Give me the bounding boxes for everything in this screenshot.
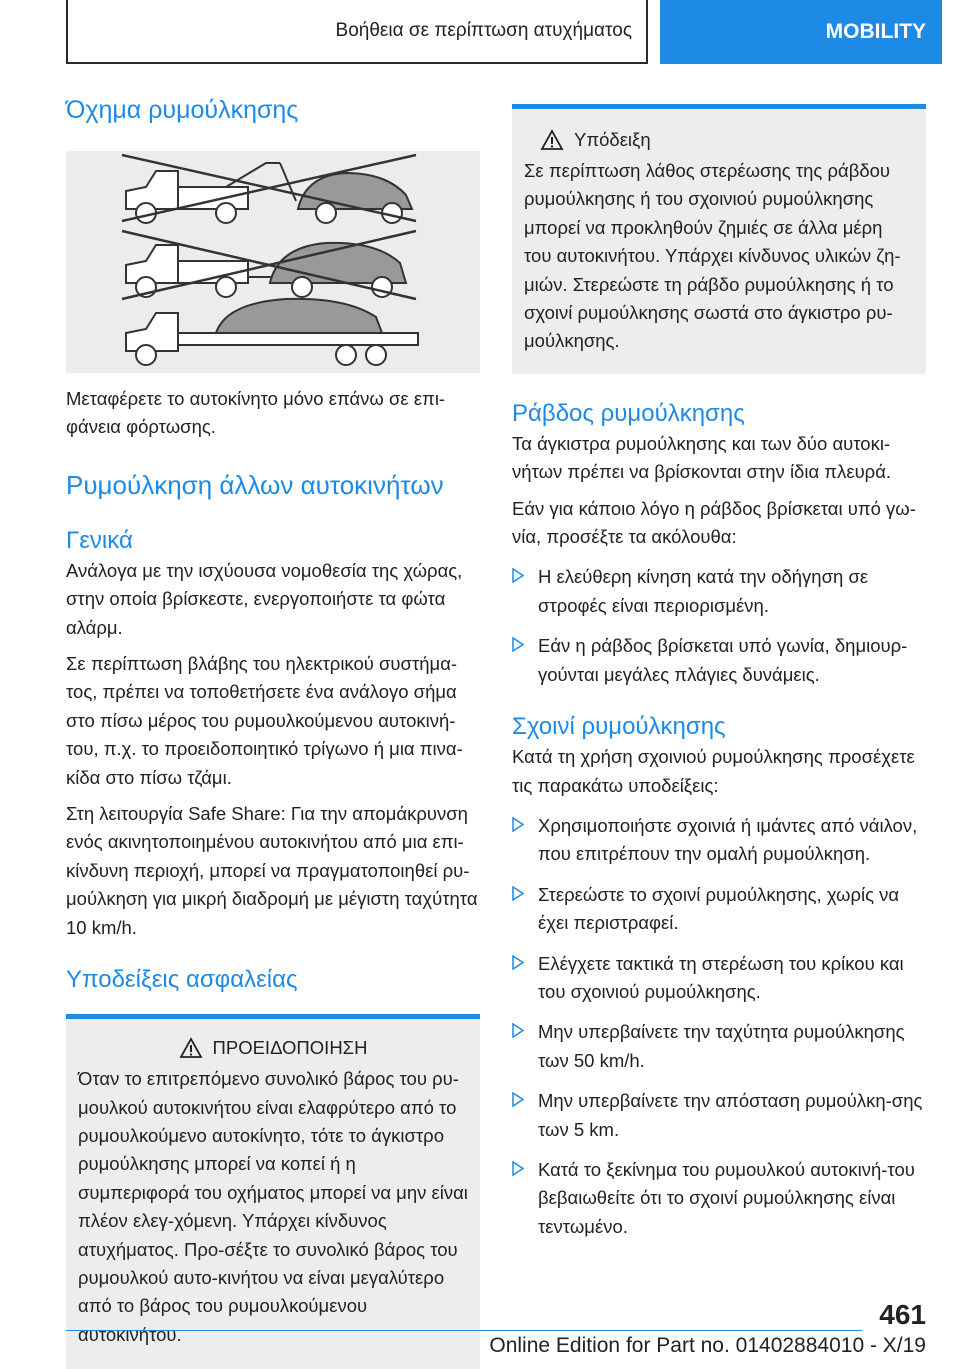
general-paragraph-2: Σε περίπτωση βλάβης του ηλεκτρικού συστήμα-τος, πρέπει να τοποθετήσετε ένα ανάλογο σήμα στο πίσω μέρος του ρυμουλκούμενου αυτοκινή-του, π.χ. το προειδοποιητικό τρίγωνο ή μια πινα-κίδα στο πίσω τζάμι. <box>66 653 463 788</box>
mobility-tab[interactable] <box>660 0 942 64</box>
warning-triangle-icon <box>179 1037 203 1059</box>
list-item: Η ελεύθερη κίνηση κατά την οδήγηση σε στροφές είναι περιορισμένη. <box>512 563 926 620</box>
edition-note: Online Edition for Part no. 01402884010 - X/19 <box>489 1334 926 1357</box>
list-item: Μην υπερβαίνετε την ταχύτητα ρυμούλκησης των 50 km/h. <box>512 1018 926 1075</box>
heading-towing-other-cars: Ρυμούλκηση άλλων αυτοκινήτων <box>66 469 444 500</box>
illustration-caption: Μεταφέρετε το αυτοκίνητο μόνο επάνω σε επι- φάνεια φόρτωσης. <box>66 388 446 438</box>
note-box <box>512 104 926 374</box>
list-item: Ελέγχετε τακτικά τη στερέωση του κρίκου και του σχοινιού ρυμούλκησης. <box>512 950 926 1007</box>
heading-tow-bar: Ράβδος ρυμούλκησης <box>512 399 745 427</box>
triangle-bullet-icon <box>512 637 524 652</box>
triangle-bullet-icon <box>512 817 524 832</box>
general-paragraph-3: Στη λειτουργία Safe Share: Για την απομάκρυνση ενός ακινητοποιημένου αυτοκινήτου από μια επι-κίνδυνη περιοχή, μπορεί να πραγματοποιηθεί ρυ-μούλκηση για μικρή διαδρομή με μέγιστη ταχύτητα 10 km/h. <box>66 803 478 938</box>
general-paragraph-1: Ανάλογα με την ισχύουσα νομοθεσία της χώρας, στην οποία βρίσκεστε, ενεργοποιήστε τα φώτα αλάρμ. <box>66 559 463 638</box>
tow-bar-list <box>512 563 926 689</box>
heading-tow-vehicle: Όχημα ρυμούλκησης <box>66 96 299 124</box>
towing-illustration <box>66 151 480 373</box>
mobility-tab-label: MOBILITY <box>825 20 926 43</box>
tow-rope-list <box>512 812 926 1241</box>
chapter-title-text: Βοήθεια σε περίπτωση ατυχήματος <box>335 20 632 41</box>
heading-general: Γενικά <box>66 526 133 554</box>
triangle-bullet-icon <box>512 1023 524 1038</box>
list-item: Στερεώστε το σχοινί ρυμούλκησης, χωρίς να έχει περιστραφεί. <box>512 881 926 938</box>
list-item: Μην υπερβαίνετε την απόσταση ρυμούλκη-σης των 5 km. <box>512 1087 926 1144</box>
triangle-bullet-icon <box>512 568 524 583</box>
note-label: Υπόδειξη <box>574 129 651 150</box>
tow-bar-paragraph-1: Τα άγκιστρα ρυμούλκησης και των δύο αυτοκι-νήτων πρέπει να βρίσκονται στην ίδια πλευρά. <box>512 432 892 483</box>
list-item: Εάν η ράβδος βρίσκεται υπό γωνία, δημιουρ-γούνται μεγάλες πλάγιες δυνάμεις. <box>512 632 926 689</box>
heading-safety-notes: Υποδείξεις ασφαλείας <box>66 966 298 994</box>
footer-divider <box>66 1330 862 1331</box>
warning-header <box>78 1037 468 1059</box>
note-header <box>524 129 914 151</box>
tow-trucks-image <box>66 151 480 373</box>
list-item: Χρησιμοποιήστε σχοινιά ή ιμάντες από νάιλον, που επιτρέπουν την ομαλή ρυμούλκηση. <box>512 812 926 869</box>
heading-tow-rope: Σχοινί ρυμούλκησης <box>512 713 726 741</box>
page-number: 461 <box>879 1299 926 1330</box>
note-text: Σε περίπτωση λάθος στερέωσης της ράβδου ρυμούλκησης ή του σχοινιού ρυμούλκησης μπορεί να προκληθούν ζημιές σε άλλα μέρη του αυτοκινήτου. Υπάρχει κίνδυνος υλικών ζη-μιών. Στερεώστε τη ράβδο ρυμούλκησης ή το σχοινί ρυμούλκησης σωστά στο άγκιστρο ρυ-μούλκησης. <box>524 160 901 352</box>
warning-text: Όταν το επιτρεπόμενο συνολικό βάρος του ρυ-μουλκού αυτοκινήτου είναι ελαφρύτερο από το ρυμουλκούμενο αυτοκίνητο, τότε το άγκιστρο ρυμούλκησης μπορεί να κοπεί ή η συμπεριφορά του οχήματος μπορεί να μην είναι πλέον ελεγ-χόμενη. Υπάρχει κίνδυνος ατυχήματος. Προ-σέξτε το συνολικό βάρος του ρυμουλκού αυτο-κινήτου να είναι μεγαλύτερο από το βάρος του ρυμουλκούμενου αυτοκινήτου. <box>78 1068 468 1345</box>
warning-label: ΠΡΟΕΙΔΟΠΟΙΗΣΗ <box>212 1037 368 1059</box>
tow-rope-paragraph: Κατά τη χρήση σχοινιού ρυμούλκησης προσέχετε τις παρακάτω υποδείξεις: <box>512 746 915 796</box>
left-column <box>66 96 480 1369</box>
triangle-bullet-icon <box>512 1161 524 1176</box>
triangle-bullet-icon <box>512 886 524 901</box>
right-column <box>512 104 926 1241</box>
warning-box <box>66 1014 480 1369</box>
warning-triangle-icon <box>540 129 564 151</box>
list-item: Κατά το ξεκίνημα του ρυμουλκού αυτοκινή-του βεβαιωθείτε ότι το σχοινί ρυμούλκησης είναι τεντωμένο. <box>512 1156 926 1241</box>
tow-bar-paragraph-2: Εάν για κάποιο λόγο η ράβδος βρίσκεται υπό γω-νία, προσέξτε τα ακόλουθα: <box>512 497 916 548</box>
chapter-title <box>66 0 648 64</box>
triangle-bullet-icon <box>512 1092 524 1107</box>
triangle-bullet-icon <box>512 955 524 970</box>
